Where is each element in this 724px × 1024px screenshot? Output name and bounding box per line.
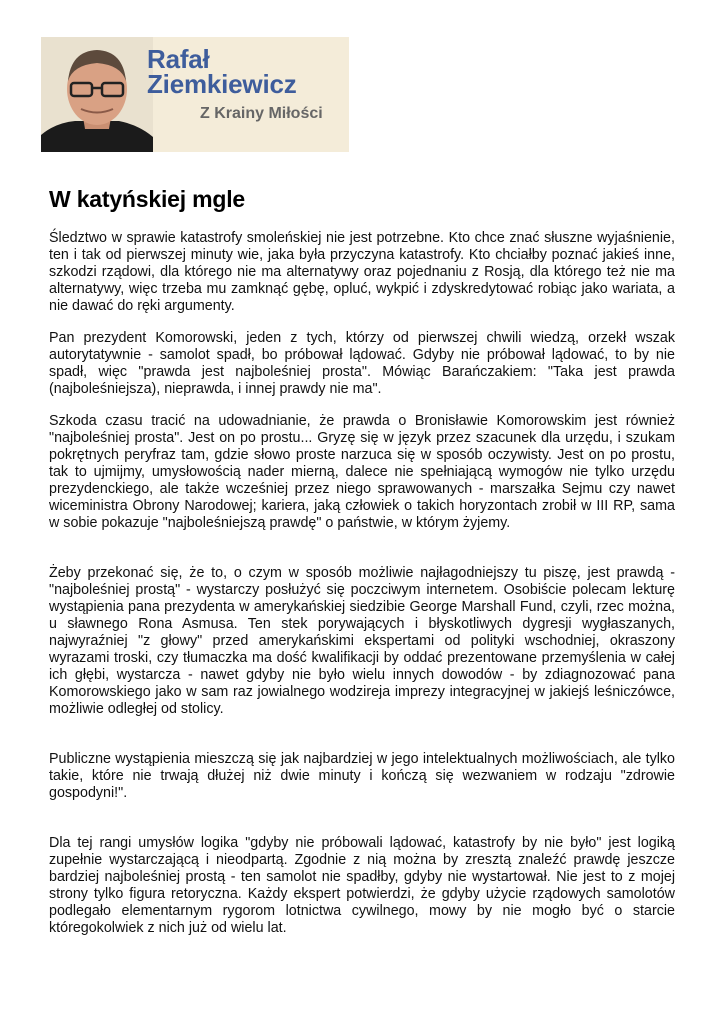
header-banner bbox=[41, 37, 349, 152]
banner-author-first-name: Rafał bbox=[147, 44, 210, 74]
banner-author-last-name: Ziemkiewicz bbox=[147, 69, 297, 99]
banner-column-name: Z Krainy Miłości bbox=[200, 105, 323, 122]
paragraph-6: Dla tej rangi umysłów logika "gdyby nie próbowali lądować, katastrofy by nie było" jest logiką zupełnie wystarczającą i nieodpartą. Zgodnie z nią można by zresztą znaleźć prawdę jeszcze bardziej najboleśniej prostą - ten samolot nie spadłby, gdyby nie wystartował. Nie jest to z mojej strony tylko figura retoryczna. Każdy ekspert potwierdzi, że gdyby użycie rządowych samolotów podlegało elementarnym rygorom lotnictwa cywilnego, mowy by nie mogło być o starcie któregokolwiek z nich już od wielu lat. bbox=[49, 835, 675, 936]
paragraph-1: Śledztwo w sprawie katastrofy smoleńskiej nie jest potrzebne. Kto chce znać słuszne wyjaśnienie, ten i tak od pierwszej minuty wie, jaka była przyczyna katastrofy. Kto chciałby poznać jakieś inne, szkodzi rządowi, dla którego nie ma alternatywy oraz pojednaniu z Rosją, dla którego też nie ma alternatywy, więc trzeba mu zamknąć gębę, opluć, wykpić i zdyskredytować robiąc jako wariata, a nie dawać do ręki argumenty. bbox=[49, 230, 675, 314]
article-title: W katyńskiej mgle bbox=[49, 186, 246, 212]
paragraph-2: Pan prezydent Komorowski, jeden z tych, którzy od pierwszej chwili wiedzą, orzekł wszak autorytatywnie - samolot spadł, bo próbował lądować. Gdyby nie próbował lądować, to by nie spadł, więc "prawda jest najboleśniej prosta". Mówiąc Barańczakiem: "Taka jest prawda (najboleśniejsza), nieprawda, i innej prawdy nie ma". bbox=[49, 330, 675, 397]
paragraph-4: Żeby przekonać się, że to, o czym w sposób możliwie najłagodniejszy tu piszę, jest prawdą - "najboleśniej prostą" - wystarczy posłużyć się poczciwym internetem. Osobiście polecam lekturę wystąpienia pana prezydenta w amerykańskiej siedzibie George Marshall Fund, czyli, rzec można, u sławnego Rona Asmusa. Ten stek porywających i błyskotliwych dygresji wygłaszanych, najwyraźniej "z głowy" przed amerykańskimi ekspertami od polityki wschodniej, okraszony wyrazami troski, czy tłumaczka ma dość kwalifikacji by oddać prezentowane przemyślenia w całej ich głębi, wystarcza - nawet gdyby nie było wielu innych dowodów - by zdiagnozować pana Komorowskiego jako w sam raz jowialnego wodzireja imprezy integracyjnej w jakiejś leśniczówce, możliwie odległej od stolicy. bbox=[49, 565, 675, 717]
paragraph-3: Szkoda czasu tracić na udowadnianie, że prawda o Bronisławie Komorowskim jest również "najboleśniej prosta". Jest on po prostu... Gryzę się w język przez szacunek dla urzędu, i szukam pokrętnych peryfraz tam, gdzie słowo proste narzuca się w sposób oczywisty. Jest on po prostu, tak to ujmijmy, umysłowością nader mierną, dalece nie spełniającą wymogów nie tylko urzędu prezydenckiego, ale także wcześniej przez niego sprawowanych - marszałka Sejmu czy nawet wiceministra Obrony Narodowej; kariera, jaką człowiek o takich horyzontach zrobił w III RP, sama w sobie pokazuje "najboleśniejszą prawdę" o państwie, w którym żyjemy. bbox=[49, 413, 675, 531]
paragraph-5: Publiczne wystąpienia mieszczą się jak najbardziej w jego intelektualnych możliwościach, ale tylko takie, które nie trwają dłużej niż dwie minuty i kończą się wezwaniem w rodzaju "zdrowie gospodyni!". bbox=[49, 751, 675, 801]
author-portrait bbox=[41, 37, 153, 152]
